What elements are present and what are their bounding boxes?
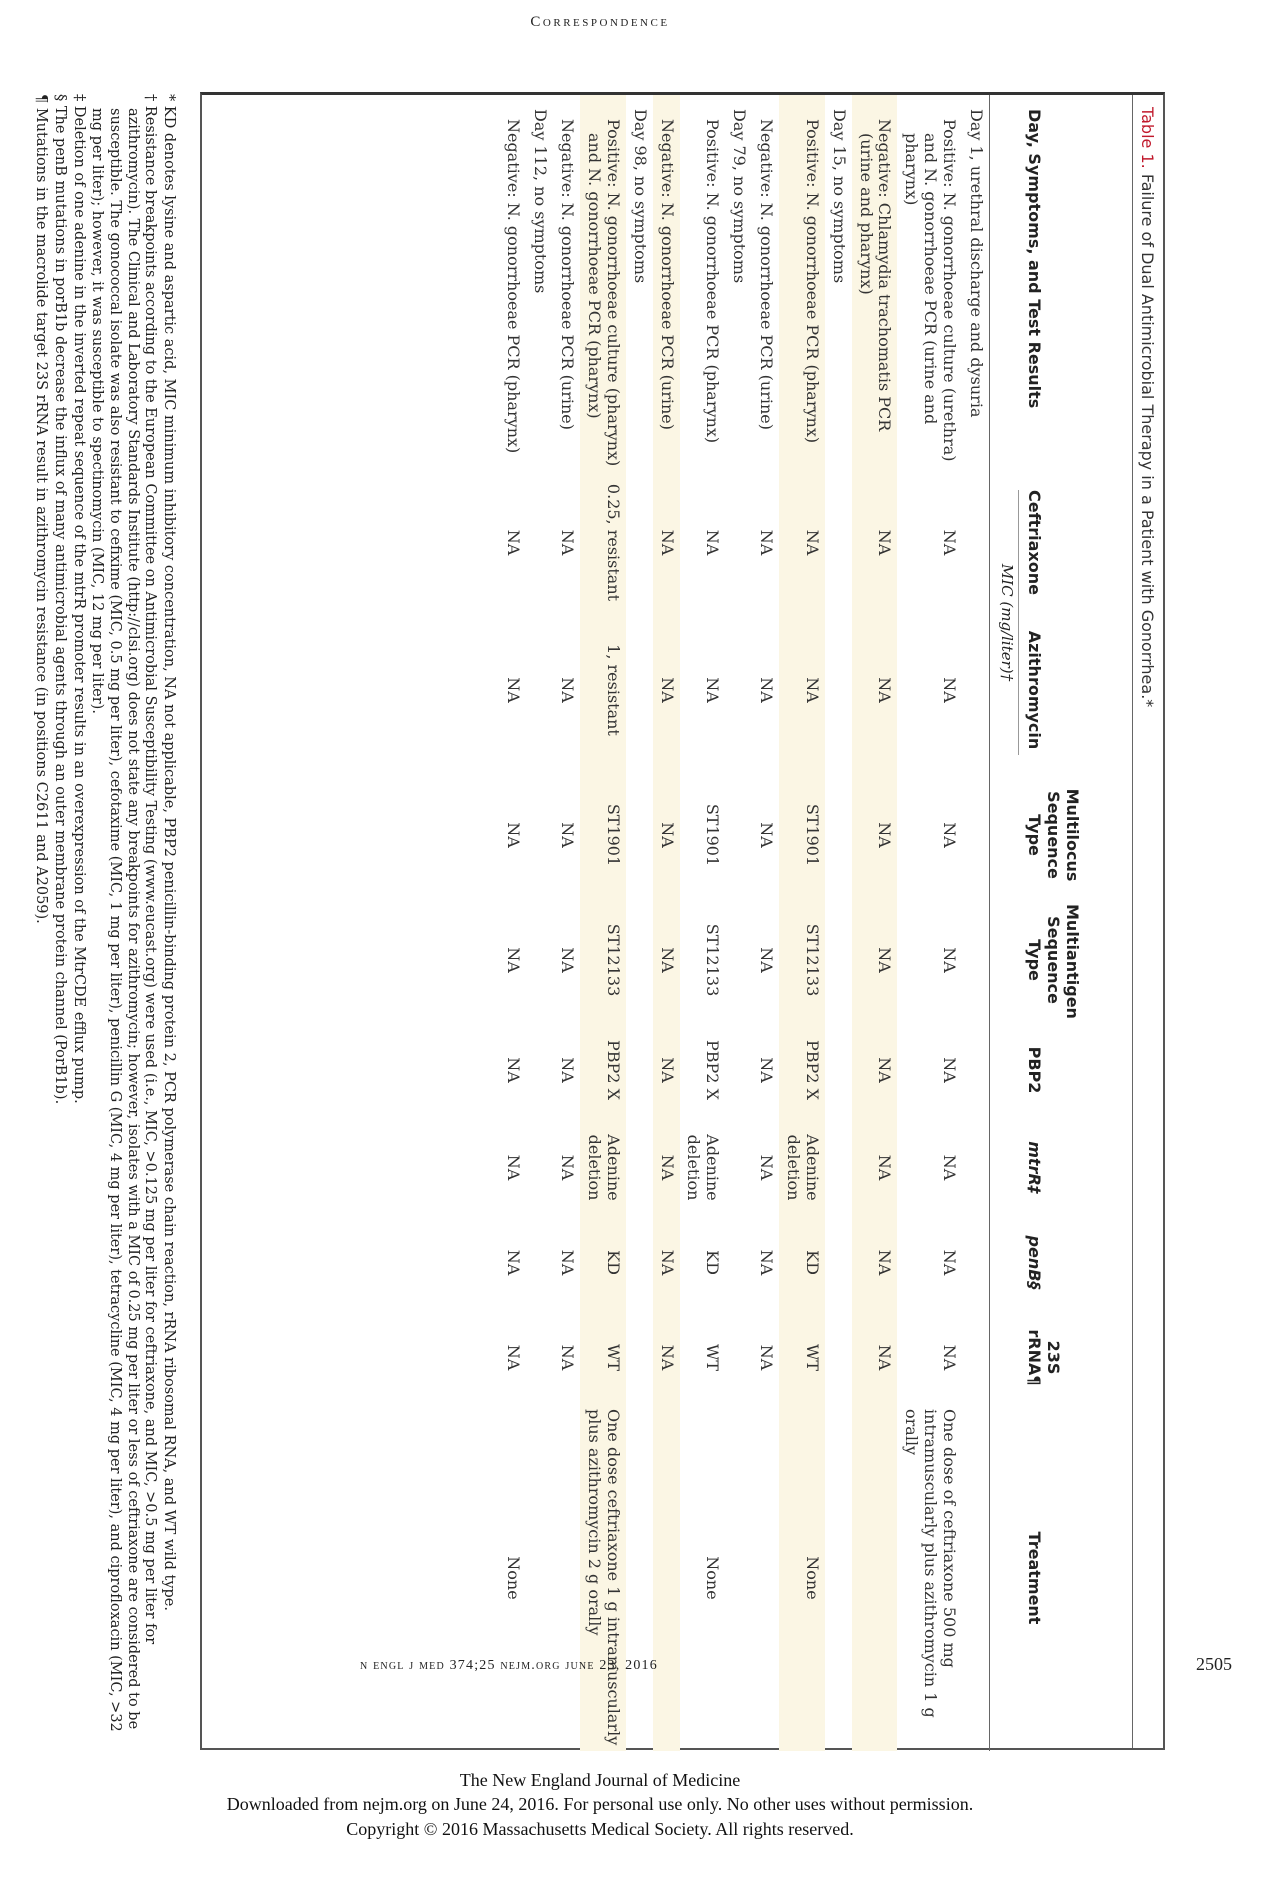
mlst-cell: ST1901 [703,803,723,867]
footnote: § The penB mutations in porB1b decrease the influx of many antimicrobial agents through an outer membrane protein channel (PorB1b). [51,94,68,1105]
day-label: Day 15, no symptoms [829,109,849,284]
treatment-cell [852,1405,898,1751]
ngmast-cell: NA [504,947,524,973]
rrna-cell: WT [703,1343,723,1372]
results-table [500,95,1124,1751]
mtrr-cell: NA [558,1154,578,1181]
penb-cell: NA [653,1215,680,1310]
day-group-row [962,95,989,1751]
ceftriaxone-cell: NA [779,475,825,610]
day-group-row [626,95,653,1751]
title-rule [1132,95,1133,1748]
header-pbp2: PBP2 [1025,1046,1044,1094]
test-result-cell: Negative: Chlamydia trachomatis PCR (urine and pharynx) [852,95,898,475]
mtrr-cell: NA [653,1120,680,1215]
mlst-cell: NA [653,770,680,900]
table-title-text: Failure of Dual Antimicrobial Therapy in a Patient with Gonorrhea.* [1138,173,1157,708]
penb-cell: NA [940,1249,960,1276]
table-row [680,95,726,1751]
treatment-cell [752,1405,779,1751]
penb-cell: NA [558,1249,578,1276]
penb-cell: KD [703,1250,723,1275]
table-row [779,95,825,1751]
rrna-cell: NA [504,1344,524,1371]
header-treatment: Treatment [1025,1531,1044,1625]
ngmast-cell: ST12133 [779,900,825,1020]
running-head: Correspondence [530,14,670,30]
table-body [500,95,990,1751]
footer-copyright: Copyright © 2016 Massachusetts Medical Society. All rights reserved. [346,1818,854,1839]
ceftriaxone-cell: NA [757,529,777,556]
penb-cell: KD [779,1215,825,1310]
ngmast-cell: ST12133 [703,923,723,997]
table-row [852,95,898,1751]
test-result-cell: Positive: N. gonorrhoeae PCR (pharynx) [779,95,825,475]
azithromycin-cell: NA [940,677,960,703]
day-label: Day 112, no symptoms [531,109,551,294]
azithromycin-cell: NA [504,677,524,703]
footer-journal: The New England Journal of Medicine [459,1770,741,1790]
header-mlst: Multilocus Sequence Type [1025,788,1082,882]
mlst-cell: NA [504,822,524,848]
ngmast-cell: ST12133 [580,900,626,1020]
penb-cell: NA [757,1249,777,1276]
pbp2-cell: NA [653,1020,680,1120]
treatment-cell [653,1405,680,1751]
rrna-cell: NA [558,1344,578,1371]
mtrr-cell: NA [757,1154,777,1181]
treatment-cell: One dose of ceftriaxone 500 mg intramuscularly plus azithromycin 1 g orally [902,1409,960,1718]
table-title [1138,107,1157,707]
mtrr-cell: Adenine deletion [684,1134,723,1201]
header-ngmast: Multiantigen Sequence Type [1025,904,1082,1019]
table-row [898,95,963,1751]
rrna-cell: NA [852,1310,898,1405]
rrna-cell: NA [940,1344,960,1371]
penb-cell: KD [580,1215,626,1310]
rrna-cell: NA [757,1344,777,1371]
mtrr-cell: Adenine deletion [779,1120,825,1215]
ngmast-cell: NA [558,947,578,973]
ngmast-cell: NA [757,947,777,973]
ceftriaxone-cell: NA [940,529,960,556]
treatment-cell: None [504,1556,524,1600]
azithromycin-cell: NA [779,610,825,770]
treatment-cell: None [703,1556,723,1600]
header-mtrr: mtrR‡ [1025,1141,1044,1194]
pbp2-cell: PBP2 X [703,1040,723,1100]
journal-citation: n engl j med 374;25 nejm.org june 23, 2016 [360,1658,658,1673]
mlst-cell: NA [558,822,578,848]
footnote: * KD denotes lysine and aspartic acid, MIC minimum inhibitory concentration, NA not applicable, PBP2 penicillin-binding protein 2, PCR polymerase chain reaction, rRNA ribosomal RNA, and WT wild type. [161,94,177,1611]
header-penb: penB§ [1025,1235,1044,1290]
table-footnotes [31,94,178,1744]
day-group-row [825,95,852,1751]
ngmast-cell: NA [852,900,898,1020]
footer-download: Downloaded from nejm.org on June 24, 2016. For personal use only. No other uses without permission. [226,1794,974,1815]
test-result-cell: Positive: N. gonorrhoeae PCR (pharynx) [703,119,723,444]
azithromycin-cell: NA [852,610,898,770]
mlst-cell: NA [852,770,898,900]
page-number: 2505 [1196,1654,1232,1674]
azithromycin-cell: 1, resistant [580,610,626,770]
mtrr-cell: NA [504,1154,524,1181]
treatment-cell: None [779,1405,825,1751]
ceftriaxone-cell: NA [504,529,524,556]
table-1 [200,92,1165,1750]
day-group-row [526,95,553,1751]
mtrr-cell: NA [852,1120,898,1215]
rrna-cell: WT [779,1310,825,1405]
ceftriaxone-cell: NA [558,529,578,556]
pbp2-cell: NA [504,1057,524,1083]
pbp2-cell: NA [940,1057,960,1083]
azithromycin-cell: NA [757,677,777,703]
footnote: ¶ Mutations in the macrolide target 23S rRNA result in azithromycin resistance (in positions C2611 and A2059). [33,94,50,924]
table-row [580,95,626,1751]
azithromycin-cell: NA [703,677,723,703]
table-row [553,95,580,1751]
table-row [500,95,527,1751]
test-result-cell: Negative: N. gonorrhoeae PCR (urine) [653,95,680,475]
header-23s-rrna: 23S rRNA¶ [1025,1329,1063,1386]
table-label: Table 1. [1138,107,1157,169]
day-label: Day 98, no symptoms [630,109,650,284]
pbp2-cell: NA [852,1020,898,1120]
table-row [653,95,680,1751]
ceftriaxone-cell: 0.25, resistant [580,475,626,610]
mic-subheader: MIC (mg/liter)† [998,490,1019,754]
footnote: ‡ Deletion of one adenine in the inverted repeat sequence of the mtrR promoter results in an overexpression of the MtrCDE efflux pump. [70,94,87,1104]
ngmast-cell: NA [653,900,680,1020]
ceftriaxone-cell: NA [852,475,898,610]
mtrr-cell: Adenine deletion [580,1120,626,1215]
mtrr-cell: NA [940,1154,960,1181]
pbp2-cell: PBP2 X [580,1020,626,1120]
mlst-cell: ST1901 [779,770,825,900]
test-result-cell: Positive: N. gonorrhoeae culture (urethra) and N. gonorrhoeae PCR (urine and pharynx) [902,119,960,462]
ceftriaxone-cell: NA [653,475,680,610]
pbp2-cell: NA [558,1057,578,1083]
treatment-cell [553,1405,580,1751]
azithromycin-cell: NA [653,610,680,770]
day-group-row [725,95,752,1751]
mlst-cell: ST1901 [580,770,626,900]
test-result-cell: Negative: N. gonorrhoeae PCR (urine) [757,119,777,431]
header-azithromycin: Azithromycin [1025,630,1044,750]
rrna-cell: NA [653,1310,680,1405]
table-row [752,95,779,1751]
day-label: Day 79, no symptoms [730,109,750,284]
download-footer [0,1768,1200,1841]
penb-cell: NA [504,1249,524,1276]
header-ceftriaxone: Ceftriaxone [1025,490,1044,595]
ceftriaxone-cell: NA [703,529,723,556]
test-result-cell: Negative: N. gonorrhoeae PCR (pharynx) [504,119,524,454]
penb-cell: NA [852,1215,898,1310]
day-label: Day 1, urethral discharge and dysuria [962,95,989,1751]
rrna-cell: WT [580,1310,626,1405]
test-result-cell: Positive: N. gonorrhoeae culture (pharynx) and N. gonorrhoeae PCR (pharynx) [580,95,626,475]
mlst-cell: NA [757,822,777,848]
azithromycin-cell: NA [558,677,578,703]
pbp2-cell: NA [757,1057,777,1083]
treatment-cell: One dose ceftriaxone 1 g intramuscularly plus azithromycin 2 g orally [580,1405,626,1751]
ngmast-cell: NA [940,947,960,973]
header-day: Day, Symptoms, and Test Results [1025,109,1044,409]
mlst-cell: NA [940,822,960,848]
test-result-cell: Negative: N. gonorrhoeae PCR (urine) [558,119,578,431]
rotated-table-page [0,92,1165,1752]
footnote: † Resistance breakpoints according to the European Committee on Antimicrobial Susceptibility Testing (www.eucast.org) were used (i.e., MIC, >0.125 mg per liter for ceftriaxone, and MIC, >0.5 mg per liter for azithromycin). The Clinical and Laboratory Standards Institute (http://clsi.org) does not state any breakpoints for azithromycin; however, isolates with a MIC of 0.25 mg per liter or less of ceftriaxone are considered to be susceptible. The gonococcal isolate was also resistant to cefixime (MIC, 0.5 mg per liter), cefotaxime (MIC, 1 mg per liter), penicillin G (MIC, 4 mg per liter), tetracycline (MIC, 4 mg per liter), and ciprofloxacin (MIC, >32 mg per liter); however, it was susceptible to spectinomycin (MIC, 12 mg per liter). [89,94,159,1732]
pbp2-cell: PBP2 X [779,1020,825,1120]
